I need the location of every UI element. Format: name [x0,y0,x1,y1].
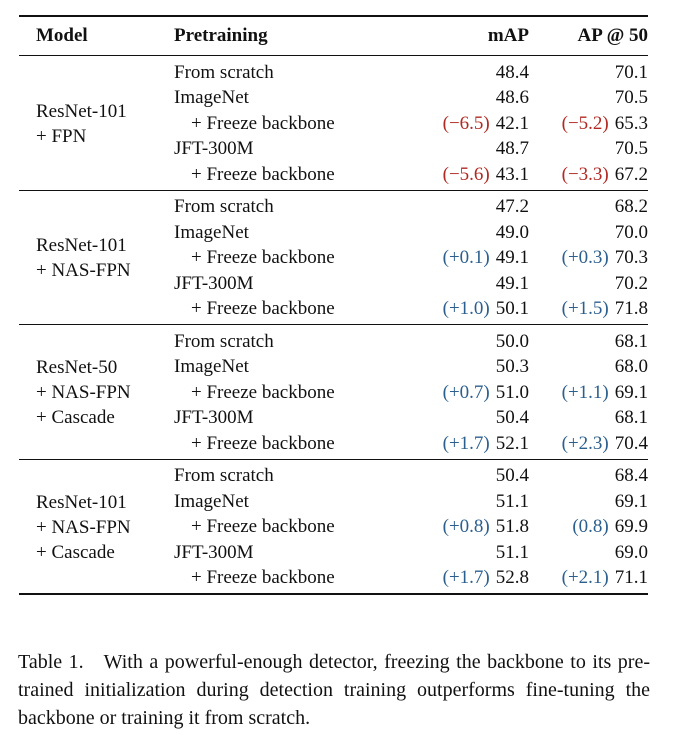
pretraining-cell: JFT-300M [174,138,254,160]
pretraining-cell: JFT-300M [174,541,254,563]
pretraining-cell: + Freeze backbone [191,163,335,185]
delta-value: (+1.5) [561,298,609,320]
map-cell [404,331,529,353]
table-row [174,406,648,432]
metric-value: 68.4 [614,465,648,487]
table-row [174,540,648,566]
ap50-cell [529,407,648,429]
delta-value: (−5.2) [561,112,609,134]
pretraining-cell: ImageNet [174,356,249,378]
metric-value: 70.3 [614,247,648,269]
map-cell [404,382,529,404]
map-cell [404,433,529,455]
metric-value: 50.4 [495,407,529,429]
pretraining-cell: + Freeze backbone [191,298,335,320]
metric-value: 52.1 [495,432,529,454]
metric-value: 50.3 [495,356,529,378]
header-pretraining: Pretraining [174,25,268,46]
table-row [174,489,648,515]
pretraining-cell: JFT-300M [174,407,254,429]
pretraining-cell: From scratch [174,61,274,83]
metric-value: 69.1 [614,381,648,403]
metric-value: 48.4 [495,61,529,83]
model-line: + NAS-FPN [36,260,131,282]
ap50-cell [529,87,648,109]
map-cell [404,62,529,84]
ap50-cell [529,247,648,269]
ap50-cell [529,567,648,589]
header-ap50: AP @ 50 [577,25,648,46]
caption-text: With a powerful-enough detector, freezing the backbone to its pre-trained initialization during detection training outperforms fine-tuning the backbone or training it from scratch. [18,651,650,729]
table-row [174,60,648,86]
metric-value: 52.8 [495,567,529,589]
metric-value: 50.4 [495,465,529,487]
ap50-cell [529,164,648,186]
table-header [19,17,648,55]
metric-value: 68.1 [614,407,648,429]
delta-value: (+0.7) [442,381,490,403]
model-group [19,460,648,594]
metric-value: 49.1 [495,247,529,269]
table-row [174,566,648,592]
ap50-cell [529,516,648,538]
delta-value: (+1.7) [442,432,490,454]
map-cell [404,407,529,429]
table-row [174,111,648,137]
model-line: + NAS-FPN [36,382,131,404]
table-row [174,246,648,272]
model-line: + Cascade [36,407,115,429]
ap50-cell [529,433,648,455]
model-line: + FPN [36,125,87,147]
metric-value: 70.2 [614,272,648,294]
table-row [174,220,648,246]
ap50-cell [529,196,648,218]
delta-value: (+2.1) [561,567,609,589]
map-cell [404,567,529,589]
ap50-cell [529,113,648,135]
model-cell [19,464,174,592]
map-cell [404,491,529,513]
model-group [19,56,648,190]
table-row [174,464,648,490]
map-cell [404,87,529,109]
delta-value: (0.8) [572,516,609,538]
metric-value: 70.4 [614,432,648,454]
delta-value: (−3.3) [561,163,609,185]
delta-value: (+0.8) [442,516,490,538]
bottom-rule [19,593,648,595]
ap50-cell [529,273,648,295]
metric-value: 65.3 [614,112,648,134]
map-cell [404,465,529,487]
model-cell [19,195,174,323]
ap50-cell [529,331,648,353]
table-row [174,271,648,297]
metric-value: 51.0 [495,381,529,403]
metric-value: 51.8 [495,516,529,538]
metric-value: 70.0 [614,221,648,243]
table-body [19,56,648,593]
table-row [174,380,648,406]
pretraining-cell: + Freeze backbone [191,381,335,403]
pretraining-cell: ImageNet [174,221,249,243]
map-cell [404,516,529,538]
metric-value: 68.0 [614,356,648,378]
ap50-cell [529,298,648,320]
metric-value: 70.5 [614,87,648,109]
map-cell [404,138,529,160]
ap50-cell [529,491,648,513]
table-row [174,431,648,457]
metric-value: 49.1 [495,272,529,294]
header-model: Model [36,25,88,46]
model-line: ResNet-101 [36,491,127,513]
model-cell [19,329,174,457]
delta-value: (+1.1) [561,381,609,403]
metric-value: 70.1 [614,61,648,83]
metric-value: 47.2 [495,196,529,218]
pretraining-cell: From scratch [174,196,274,218]
map-cell [404,247,529,269]
ap50-cell [529,138,648,160]
delta-value: (+1.7) [442,567,490,589]
model-group [19,325,648,459]
pretraining-cell: ImageNet [174,87,249,109]
metric-value: 69.1 [614,490,648,512]
ap50-cell [529,356,648,378]
ap50-cell [529,62,648,84]
table-row [174,162,648,188]
metric-value: 68.1 [614,330,648,352]
pretraining-cell: + Freeze backbone [191,432,335,454]
pretraining-cell: From scratch [174,330,274,352]
metric-value: 43.1 [495,163,529,185]
table-row [174,355,648,381]
results-table [19,15,648,595]
metric-value: 69.9 [614,516,648,538]
pretraining-cell: + Freeze backbone [191,247,335,269]
map-cell [404,222,529,244]
table-caption [18,648,650,732]
map-cell [404,164,529,186]
metric-value: 67.2 [614,163,648,185]
table-row [174,515,648,541]
table-row [174,297,648,323]
pretraining-cell: JFT-300M [174,272,254,294]
metric-value: 50.1 [495,298,529,320]
model-line: ResNet-101 [36,100,127,122]
model-line: + Cascade [36,541,115,563]
model-line: + NAS-FPN [36,516,131,538]
delta-value: (−6.5) [442,112,490,134]
map-cell [404,273,529,295]
pretraining-cell: + Freeze backbone [191,112,335,134]
table-row [174,195,648,221]
pretraining-cell: + Freeze backbone [191,567,335,589]
delta-value: (+1.0) [442,298,490,320]
metric-value: 49.0 [495,221,529,243]
pretraining-cell: ImageNet [174,490,249,512]
model-line: ResNet-50 [36,357,118,379]
delta-value: (−5.6) [442,163,490,185]
delta-value: (+2.3) [561,432,609,454]
ap50-cell [529,222,648,244]
model-cell [19,60,174,188]
metric-value: 51.1 [495,490,529,512]
metric-value: 70.5 [614,138,648,160]
metric-value: 71.8 [614,298,648,320]
table-row [174,137,648,163]
metric-value: 71.1 [614,567,648,589]
metric-value: 51.1 [495,541,529,563]
metric-value: 48.6 [495,87,529,109]
map-cell [404,542,529,564]
pretraining-cell: From scratch [174,465,274,487]
ap50-cell [529,382,648,404]
metric-value: 48.7 [495,138,529,160]
map-cell [404,196,529,218]
map-cell [404,113,529,135]
caption-label: Table 1. [18,651,84,673]
table-row [174,86,648,112]
metric-value: 68.2 [614,196,648,218]
map-cell [404,298,529,320]
model-group [19,191,648,325]
header-map: mAP [487,25,529,46]
ap50-cell [529,542,648,564]
delta-value: (+0.3) [561,247,609,269]
metric-value: 50.0 [495,330,529,352]
ap50-cell [529,465,648,487]
table-row [174,329,648,355]
delta-value: (+0.1) [442,247,490,269]
metric-value: 42.1 [495,112,529,134]
pretraining-cell: + Freeze backbone [191,516,335,538]
metric-value: 69.0 [614,541,648,563]
map-cell [404,356,529,378]
model-line: ResNet-101 [36,235,127,257]
